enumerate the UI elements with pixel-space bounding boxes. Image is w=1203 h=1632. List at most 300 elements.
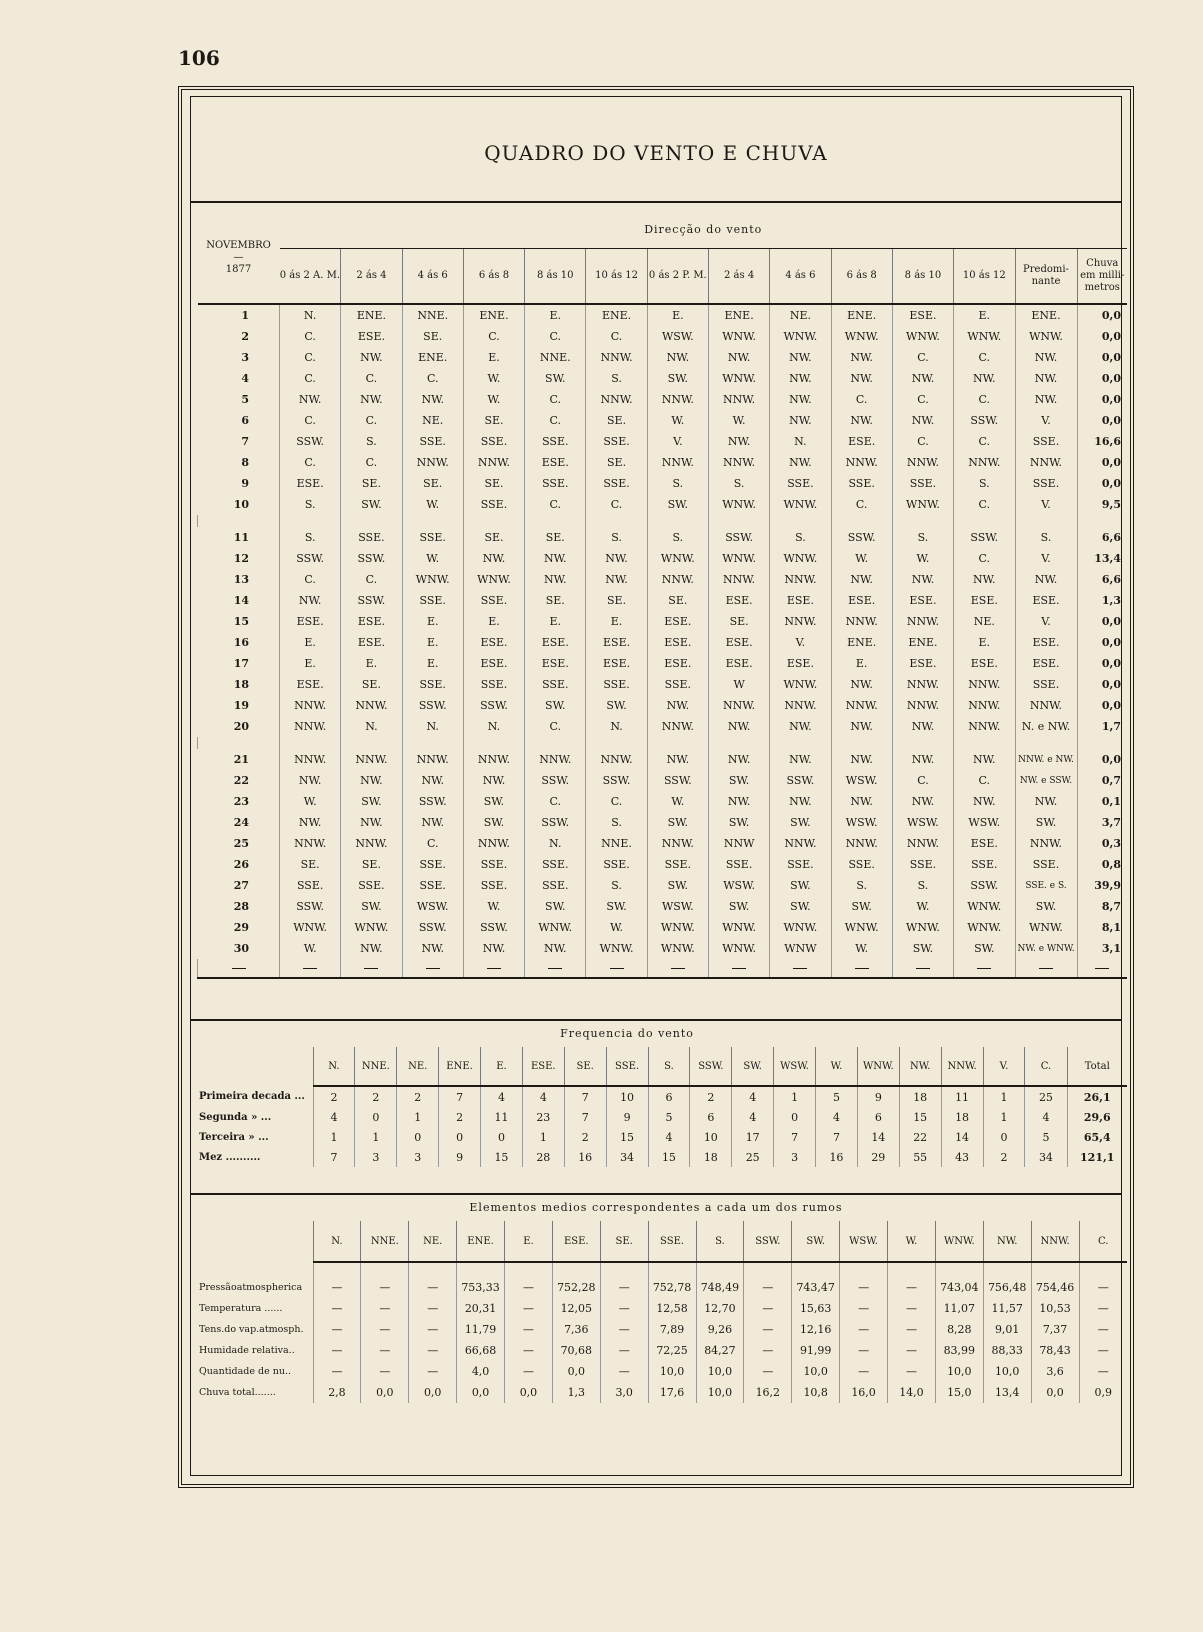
wind-direction-cell: E. bbox=[831, 653, 892, 674]
wind-direction-cell: NW. bbox=[463, 548, 524, 569]
wind-direction-cell: ESE. bbox=[341, 326, 402, 347]
elements-value-cell: 0,0 bbox=[552, 1361, 600, 1382]
wind-direction-cell: E. bbox=[463, 347, 524, 368]
frequency-count-cell: 14 bbox=[857, 1127, 899, 1147]
wind-direction-cell: WNW. bbox=[892, 494, 953, 515]
wind-direction-cell: NNW. bbox=[954, 452, 1015, 473]
wind-direction-cell: WNW. bbox=[647, 548, 708, 569]
wind-row bbox=[198, 473, 1128, 494]
wind-direction-cell: WSW. bbox=[831, 812, 892, 833]
predominant-cell: NNW. bbox=[1015, 695, 1077, 716]
rain-cell: 0,0 bbox=[1077, 347, 1127, 368]
wind-direction-table bbox=[197, 212, 1127, 979]
elements-value-cell: 14,0 bbox=[888, 1382, 936, 1403]
day-number: 25 bbox=[233, 837, 249, 850]
wind-row bbox=[198, 494, 1128, 515]
predominant-cell: ESE. bbox=[1015, 590, 1077, 611]
wind-direction-cell: WSW. bbox=[647, 896, 708, 917]
frequency-count-cell: 7 bbox=[313, 1147, 355, 1167]
wind-direction-cell: NW. bbox=[402, 812, 463, 833]
wind-direction-cell: NW. bbox=[770, 716, 831, 737]
frequency-count-cell: 2 bbox=[564, 1127, 606, 1147]
hour-header: 2 ás 4 bbox=[708, 249, 769, 305]
elements-row bbox=[197, 1319, 1127, 1340]
table-frame bbox=[178, 86, 1134, 1488]
wind-row bbox=[198, 812, 1128, 833]
rain-cell: 1,3 bbox=[1077, 590, 1127, 611]
wind-direction-cell: NNW. bbox=[647, 452, 708, 473]
elements-value-cell: — bbox=[313, 1298, 361, 1319]
wind-direction-cell: C. bbox=[341, 368, 402, 389]
frequency-count-cell: 0 bbox=[481, 1127, 523, 1147]
wind-direction-cell: SE. bbox=[463, 410, 524, 431]
wind-direction-cell: SSW. bbox=[525, 770, 586, 791]
wind-direction-cell: NW. bbox=[647, 749, 708, 770]
frequency-count-cell: 2 bbox=[355, 1086, 397, 1107]
wind-direction-cell: SSW. bbox=[647, 770, 708, 791]
elements-value-cell: — bbox=[744, 1361, 792, 1382]
wind-direction-cell: C. bbox=[341, 569, 402, 590]
elements-table-body bbox=[197, 1262, 1127, 1403]
dash-cell bbox=[647, 959, 708, 978]
wind-direction-cell: NNW. bbox=[770, 695, 831, 716]
frequency-total-cell: 26,1 bbox=[1067, 1086, 1127, 1107]
wind-direction-cell: WSW. bbox=[954, 812, 1015, 833]
wind-direction-cell: C. bbox=[954, 548, 1015, 569]
elements-value-cell: 752,28 bbox=[552, 1262, 600, 1298]
elements-value-cell: 8,28 bbox=[935, 1319, 983, 1340]
hour-header: 8 ás 10 bbox=[525, 249, 586, 305]
wind-direction-cell: NNW. bbox=[402, 749, 463, 770]
wind-direction-cell: ENE. bbox=[892, 632, 953, 653]
frequency-count-cell: 4 bbox=[648, 1127, 690, 1147]
decade-gap-row bbox=[198, 737, 1128, 749]
elements-row-label: Pressãoatmospherica bbox=[199, 1281, 303, 1293]
elements-value-cell: 84,27 bbox=[696, 1340, 744, 1361]
wind-direction-cell: NNW. bbox=[280, 716, 341, 737]
dash-mark bbox=[732, 968, 746, 969]
wind-row bbox=[198, 716, 1128, 737]
wind-direction-cell: SSE. bbox=[341, 527, 402, 548]
frequency-count-cell: 29 bbox=[857, 1147, 899, 1167]
page-title: QUADRO DO VENTO E CHUVA bbox=[484, 141, 828, 165]
wind-direction-cell: SW. bbox=[647, 875, 708, 896]
day-number: 11 bbox=[233, 531, 249, 544]
frequency-count-cell: 0 bbox=[983, 1127, 1025, 1147]
wind-direction-cell: E. bbox=[954, 304, 1015, 326]
wind-direction-cell: NW. bbox=[525, 548, 586, 569]
day-number: 27 bbox=[233, 879, 249, 892]
wind-direction-cell: WNW. bbox=[770, 917, 831, 938]
frequency-count-cell: 4 bbox=[522, 1086, 564, 1107]
wind-direction-cell: WNW. bbox=[463, 569, 524, 590]
wind-direction-cell: NW. bbox=[341, 347, 402, 368]
wind-direction-cell: NW. bbox=[770, 410, 831, 431]
wind-direction-cell: C. bbox=[280, 326, 341, 347]
wind-row bbox=[198, 653, 1128, 674]
wind-direction-cell: WNW. bbox=[708, 326, 769, 347]
wind-direction-cell: NNW. bbox=[525, 749, 586, 770]
elements-value-cell: 0,9 bbox=[1079, 1382, 1127, 1403]
gap-cell bbox=[586, 515, 647, 527]
wind-row bbox=[198, 833, 1128, 854]
wind-direction-cell: SSE. bbox=[341, 875, 402, 896]
wind-direction-cell: ESE. bbox=[954, 833, 1015, 854]
hour-header: 10 ás 12 bbox=[954, 249, 1015, 305]
predominant-cell: SW. bbox=[1015, 812, 1077, 833]
elements-row-label: Tens.do vap.atmosph. bbox=[199, 1324, 304, 1335]
wind-direction-cell: W. bbox=[463, 368, 524, 389]
elements-value-cell: — bbox=[409, 1319, 457, 1340]
predominant-cell: V. bbox=[1015, 410, 1077, 431]
wind-row bbox=[198, 770, 1128, 791]
wind-direction-cell: NNW. bbox=[402, 452, 463, 473]
frequency-direction-header: NNE. bbox=[355, 1047, 397, 1086]
frequency-count-cell: 25 bbox=[732, 1147, 774, 1167]
elements-value-cell: — bbox=[840, 1361, 888, 1382]
frequency-count-cell: 10 bbox=[606, 1086, 648, 1107]
wind-direction-cell: NNW. bbox=[647, 716, 708, 737]
elements-direction-header: W. bbox=[888, 1221, 936, 1262]
elements-value-cell: 78,43 bbox=[1031, 1340, 1079, 1361]
wind-row bbox=[198, 569, 1128, 590]
wind-direction-cell: SSW. bbox=[280, 548, 341, 569]
elements-label-header bbox=[197, 1221, 313, 1262]
wind-direction-cell: WNW. bbox=[954, 326, 1015, 347]
dash-mark bbox=[916, 968, 930, 969]
wind-direction-cell: NNW. bbox=[892, 833, 953, 854]
elements-value-cell: — bbox=[361, 1319, 409, 1340]
frequency-count-cell: 55 bbox=[899, 1147, 941, 1167]
day-number: 28 bbox=[233, 900, 249, 913]
frequency-count-cell: 6 bbox=[648, 1086, 690, 1107]
wind-direction-cell: SSW. bbox=[402, 695, 463, 716]
wind-direction-cell: WNW. bbox=[892, 326, 953, 347]
wind-direction-cell: SSE. bbox=[525, 854, 586, 875]
wind-direction-cell: C. bbox=[954, 347, 1015, 368]
elements-value-cell: — bbox=[840, 1319, 888, 1340]
elements-value-cell: — bbox=[1079, 1361, 1127, 1382]
table-inner-frame bbox=[190, 96, 1125, 1476]
wind-row bbox=[198, 452, 1128, 473]
elements-value-cell: 11,07 bbox=[935, 1298, 983, 1319]
wind-row bbox=[198, 347, 1128, 368]
wind-direction-cell: SSW. bbox=[770, 770, 831, 791]
wind-direction-cell: C. bbox=[892, 389, 953, 410]
frequency-direction-header: SSW. bbox=[690, 1047, 732, 1086]
dash-cell bbox=[1077, 959, 1127, 978]
frequency-count-cell: 1 bbox=[983, 1107, 1025, 1127]
wind-direction-cell: SW. bbox=[770, 812, 831, 833]
elements-direction-header: S. bbox=[696, 1221, 744, 1262]
wind-direction-cell: SSW. bbox=[280, 431, 341, 452]
decade-gap-row bbox=[198, 515, 1128, 527]
wind-direction-cell: NW. bbox=[954, 749, 1015, 770]
wind-direction-cell: W. bbox=[280, 791, 341, 812]
gap-cell bbox=[341, 515, 402, 527]
elements-value-cell: 10,8 bbox=[792, 1382, 840, 1403]
elements-value-cell: 748,49 bbox=[696, 1262, 744, 1298]
frequency-count-cell: 0 bbox=[397, 1127, 439, 1147]
predominant-cell: WNW. bbox=[1015, 326, 1077, 347]
elements-value-cell: 3,6 bbox=[1031, 1361, 1079, 1382]
frequency-count-cell: 28 bbox=[522, 1147, 564, 1167]
predominant-cell: SW. bbox=[1015, 896, 1077, 917]
wind-direction-cell: ESE. bbox=[463, 632, 524, 653]
gap-cell bbox=[831, 515, 892, 527]
wind-direction-cell: WNW. bbox=[402, 569, 463, 590]
gap-cell bbox=[708, 515, 769, 527]
wind-direction-cell: NW. bbox=[892, 368, 953, 389]
wind-direction-cell: SSE. bbox=[525, 473, 586, 494]
wind-direction-cell: ESE. bbox=[708, 653, 769, 674]
wind-direction-cell: SSE. bbox=[402, 527, 463, 548]
elements-value-cell: — bbox=[600, 1262, 648, 1298]
wind-direction-cell: SSE. bbox=[831, 473, 892, 494]
wind-direction-cell: N. bbox=[280, 304, 341, 326]
elements-value-cell: 10,0 bbox=[792, 1361, 840, 1382]
wind-direction-cell: SW. bbox=[586, 695, 647, 716]
wind-direction-cell: SSE. bbox=[402, 431, 463, 452]
frequency-count-cell: 18 bbox=[899, 1086, 941, 1107]
wind-direction-cell: NNW. bbox=[280, 749, 341, 770]
elements-value-cell: 3,0 bbox=[600, 1382, 648, 1403]
frequency-count-cell: 23 bbox=[522, 1107, 564, 1127]
frequency-count-cell: 9 bbox=[606, 1107, 648, 1127]
wind-direction-cell: V. bbox=[770, 632, 831, 653]
wind-direction-cell: S. bbox=[770, 527, 831, 548]
wind-direction-cell: NW. bbox=[280, 812, 341, 833]
wind-direction-cell: SSE. bbox=[525, 875, 586, 896]
frequency-count-cell: 6 bbox=[857, 1107, 899, 1127]
frequency-count-cell: 1 bbox=[522, 1127, 564, 1147]
wind-direction-cell: NW. bbox=[586, 548, 647, 569]
elements-value-cell: — bbox=[840, 1340, 888, 1361]
wind-direction-cell: SSE. bbox=[708, 854, 769, 875]
wind-direction-cell: ESE. bbox=[770, 590, 831, 611]
wind-direction-cell: ESE. bbox=[708, 632, 769, 653]
gap-cell bbox=[1015, 737, 1077, 749]
gap-cell bbox=[1077, 515, 1127, 527]
wind-direction-cell: ESE. bbox=[954, 590, 1015, 611]
wind-direction-cell: SSE. bbox=[586, 854, 647, 875]
wind-direction-cell: NW. bbox=[402, 389, 463, 410]
wind-direction-cell: E. bbox=[463, 611, 524, 632]
frequency-direction-header: WNW. bbox=[857, 1047, 899, 1086]
wind-direction-cell: NNW. bbox=[341, 749, 402, 770]
wind-direction-cell: SW. bbox=[341, 896, 402, 917]
elements-row bbox=[197, 1262, 1127, 1298]
wind-direction-cell: NW. bbox=[402, 770, 463, 791]
wind-direction-cell: WSW. bbox=[892, 812, 953, 833]
rain-cell: 0,0 bbox=[1077, 632, 1127, 653]
frequency-rule bbox=[191, 1019, 1121, 1021]
wind-direction-cell: W. bbox=[586, 917, 647, 938]
wind-direction-cell: ESE. bbox=[586, 632, 647, 653]
frequency-count-cell: 7 bbox=[774, 1127, 816, 1147]
elements-value-cell: 1,3 bbox=[552, 1382, 600, 1403]
frequency-count-cell: 15 bbox=[481, 1147, 523, 1167]
wind-direction-cell: NNE. bbox=[586, 833, 647, 854]
rain-cell: 1,7 bbox=[1077, 716, 1127, 737]
frequency-count-cell: 16 bbox=[564, 1147, 606, 1167]
frequency-direction-header: SSE. bbox=[606, 1047, 648, 1086]
wind-direction-cell: ESE. bbox=[280, 611, 341, 632]
wind-direction-cell: S. bbox=[341, 431, 402, 452]
wind-direction-cell: WNW. bbox=[770, 494, 831, 515]
wind-direction-cell: NNW. bbox=[586, 347, 647, 368]
wind-direction-cell: NNW. bbox=[647, 569, 708, 590]
wind-row bbox=[198, 938, 1128, 959]
day-number: 17 bbox=[233, 657, 249, 670]
day-number: 22 bbox=[233, 774, 249, 787]
wind-direction-cell: SE. bbox=[341, 854, 402, 875]
rain-cell: 0,8 bbox=[1077, 854, 1127, 875]
elements-value-cell: 16,0 bbox=[840, 1382, 888, 1403]
dash-mark bbox=[977, 968, 991, 969]
elements-title: Elementos medios correspondentes a cada um dos rumos bbox=[469, 1201, 843, 1214]
wind-direction-cell: SE. bbox=[708, 611, 769, 632]
elements-value-cell: 10,53 bbox=[1031, 1298, 1079, 1319]
wind-direction-cell: NW. bbox=[831, 749, 892, 770]
wind-direction-cell: WNW. bbox=[341, 917, 402, 938]
wind-direction-cell: S. bbox=[954, 473, 1015, 494]
wind-direction-cell: SE. bbox=[341, 674, 402, 695]
wind-direction-cell: S. bbox=[586, 812, 647, 833]
rain-cell: 6,6 bbox=[1077, 569, 1127, 590]
wind-direction-cell: SW. bbox=[647, 494, 708, 515]
elements-value-cell: — bbox=[409, 1262, 457, 1298]
frequency-count-cell: 18 bbox=[690, 1147, 732, 1167]
predominant-cell: NW. e SSW. bbox=[1015, 770, 1077, 791]
frequency-count-cell: 4 bbox=[816, 1107, 858, 1127]
elements-value-cell: — bbox=[600, 1298, 648, 1319]
wind-direction-cell: ESE. bbox=[647, 653, 708, 674]
elements-value-cell: 12,58 bbox=[648, 1298, 696, 1319]
wind-direction-cell: SE. bbox=[647, 590, 708, 611]
wind-direction-cell: WNW. bbox=[708, 917, 769, 938]
frequency-count-cell: 10 bbox=[690, 1127, 732, 1147]
wind-direction-cell: SW. bbox=[341, 791, 402, 812]
elements-value-cell: 752,78 bbox=[648, 1262, 696, 1298]
rain-cell: 8,1 bbox=[1077, 917, 1127, 938]
frequency-count-cell: 4 bbox=[732, 1107, 774, 1127]
frequency-row-label: Terceira » ... bbox=[199, 1131, 269, 1143]
elements-value-cell: 72,25 bbox=[648, 1340, 696, 1361]
wind-direction-cell: SSE. bbox=[463, 674, 524, 695]
elements-row-label: Chuva total....... bbox=[199, 1387, 276, 1398]
wind-direction-cell: W. bbox=[708, 410, 769, 431]
wind-direction-cell: NE. bbox=[954, 611, 1015, 632]
wind-direction-cell: SW. bbox=[708, 770, 769, 791]
frequency-direction-header: N. bbox=[313, 1047, 355, 1086]
frequency-count-cell: 5 bbox=[1025, 1127, 1067, 1147]
wind-row bbox=[198, 791, 1128, 812]
day-number: 2 bbox=[241, 330, 249, 343]
wind-direction-cell: E. bbox=[280, 653, 341, 674]
elements-header-row bbox=[197, 1221, 1127, 1262]
elements-value-cell: 20,31 bbox=[457, 1298, 505, 1319]
wind-direction-cell: NW. bbox=[831, 791, 892, 812]
wind-direction-cell: C. bbox=[831, 494, 892, 515]
elements-direction-header: N. bbox=[313, 1221, 361, 1262]
predominant-cell: NNW. bbox=[1015, 452, 1077, 473]
predominant-cell: NW. bbox=[1015, 389, 1077, 410]
elements-value-cell: 83,99 bbox=[935, 1340, 983, 1361]
rain-cell: 8,7 bbox=[1077, 896, 1127, 917]
wind-row bbox=[198, 917, 1128, 938]
elements-value-cell: — bbox=[888, 1319, 936, 1340]
frequency-direction-header: W. bbox=[816, 1047, 858, 1086]
wind-direction-cell: ESE. bbox=[770, 653, 831, 674]
gap-cell bbox=[1077, 737, 1127, 749]
wind-direction-cell: SSE. bbox=[892, 473, 953, 494]
wind-direction-cell: E. bbox=[647, 304, 708, 326]
day-number: 14 bbox=[233, 594, 249, 607]
wind-direction-cell: NW. bbox=[708, 716, 769, 737]
elements-value-cell: 756,48 bbox=[983, 1262, 1031, 1298]
wind-direction-cell: SW. bbox=[892, 938, 953, 959]
elements-value-cell: — bbox=[361, 1262, 409, 1298]
elements-value-cell: 13,4 bbox=[983, 1382, 1031, 1403]
wind-direction-cell: W. bbox=[402, 494, 463, 515]
wind-direction-cell: SW. bbox=[341, 494, 402, 515]
wind-direction-cell: SSW. bbox=[463, 695, 524, 716]
dash-cell bbox=[402, 959, 463, 978]
wind-direction-cell: SE. bbox=[341, 473, 402, 494]
frequency-count-cell: 14 bbox=[941, 1127, 983, 1147]
elements-row bbox=[197, 1298, 1127, 1319]
wind-direction-cell: SE. bbox=[586, 590, 647, 611]
day-number: 30 bbox=[233, 942, 249, 955]
wind-direction-cell: ESE. bbox=[341, 611, 402, 632]
wind-table-body bbox=[198, 304, 1128, 978]
frequency-row bbox=[197, 1147, 1127, 1167]
wind-direction-cell: NW. bbox=[647, 347, 708, 368]
wind-direction-cell: WNW. bbox=[525, 917, 586, 938]
wind-direction-cell: SE. bbox=[525, 590, 586, 611]
elements-direction-header: SSE. bbox=[648, 1221, 696, 1262]
elements-rule bbox=[191, 1193, 1121, 1195]
gap-cell bbox=[525, 515, 586, 527]
wind-direction-cell: E. bbox=[280, 632, 341, 653]
wind-direction-cell: C. bbox=[586, 326, 647, 347]
frequency-count-cell: 7 bbox=[564, 1107, 606, 1127]
wind-direction-cell: SSE. bbox=[525, 431, 586, 452]
wind-row bbox=[198, 304, 1128, 326]
dash-cell bbox=[198, 959, 280, 978]
wind-direction-cell: ENE. bbox=[831, 304, 892, 326]
wind-direction-cell: NNW. bbox=[954, 716, 1015, 737]
elements-direction-header: SE. bbox=[600, 1221, 648, 1262]
wind-direction-cell: ESE. bbox=[463, 653, 524, 674]
wind-direction-cell: SW. bbox=[525, 695, 586, 716]
wind-direction-cell: SW. bbox=[647, 812, 708, 833]
wind-direction-cell: SSW. bbox=[402, 791, 463, 812]
predominant-cell: NNW. bbox=[1015, 833, 1077, 854]
wind-direction-cell: NW. bbox=[341, 770, 402, 791]
title-rule bbox=[191, 201, 1121, 203]
frequency-direction-header: NW. bbox=[899, 1047, 941, 1086]
wind-direction-cell: SSW. bbox=[402, 917, 463, 938]
wind-direction-cell: NW. bbox=[525, 938, 586, 959]
frequency-count-cell: 4 bbox=[1025, 1107, 1067, 1127]
frequency-count-cell: 1 bbox=[313, 1127, 355, 1147]
wind-direction-cell: SE. bbox=[402, 326, 463, 347]
elements-direction-header: SSW. bbox=[744, 1221, 792, 1262]
frequency-row bbox=[197, 1127, 1127, 1147]
wind-direction-cell: ESE. bbox=[892, 304, 953, 326]
